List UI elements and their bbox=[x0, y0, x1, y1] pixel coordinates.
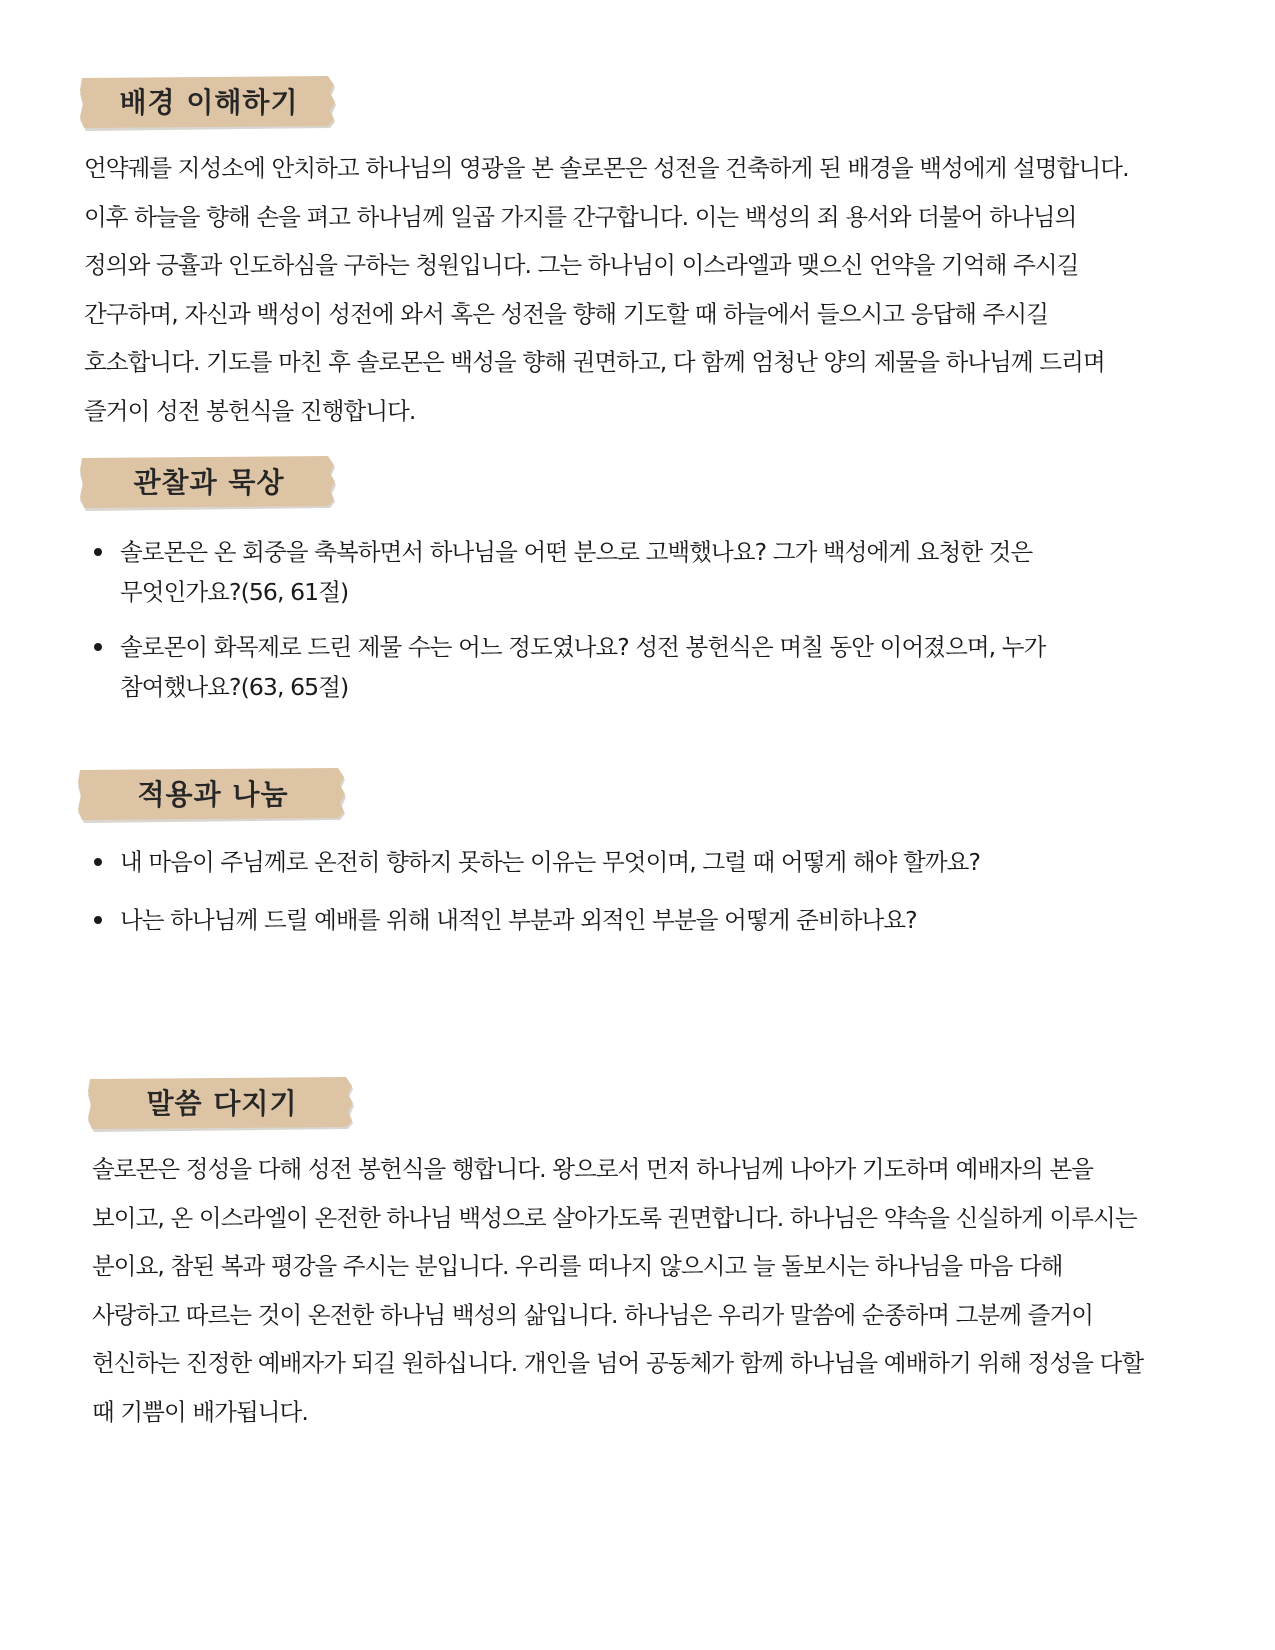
section-title: 적용과 나눔 bbox=[137, 778, 289, 811]
question-item: 솔로몬은 온 회중을 축복하면서 하나님을 어떤 분으로 고백했나요? 그가 백성에게 요청한 것은 무엇인가요?(56, 61절) bbox=[88, 532, 1148, 612]
application-question-list bbox=[88, 842, 1148, 940]
question-item: 나는 하나님께 드릴 예배를 위해 내적인 부분과 외적인 부분을 어떻게 준비하나요? bbox=[88, 900, 1148, 940]
observation-question-list bbox=[88, 532, 1148, 707]
section-header-application bbox=[78, 768, 348, 822]
question-item: 솔로몬이 화목제로 드린 제물 수는 어느 정도였나요? 성전 봉헌식은 며칠 동안 이어졌으며, 누가 참여했나요?(63, 65절) bbox=[88, 627, 1148, 707]
section-title: 말씀 다지기 bbox=[146, 1087, 298, 1120]
background-paragraph: 언약궤를 지성소에 안치하고 하나님의 영광을 본 솔로몬은 성전을 건축하게 된 배경을 백성에게 설명합니다. 이후 하늘을 향해 손을 펴고 하나님께 일곱 가지를 간구합니다. 이는 백성의 죄 용서와 더불어 하나님의 정의와 긍휼과 인도하심을 구하는 청원입니다. 그는 하나님이 이스라엘과 맺으신 언약을 기억해 주시길 간구하며, 자신과 백성이 성전에 와서 혹은 성전을 향해 기도할 때 하늘에서 들으시고 응답해 주시길 호소합니다. 기도를 마친 후 솔로몬은 백성을 향해 권면하고, 다 함께 엄청난 양의 제물을 하나님께 드리며 즐거이 성전 봉헌식을 진행합니다. bbox=[84, 154, 1129, 425]
section-title: 관찰과 묵상 bbox=[133, 466, 285, 499]
resolution-paragraph: 솔로몬은 정성을 다해 성전 봉헌식을 행합니다. 왕으로서 먼저 하나님께 나아가 기도하며 예배자의 본을 보이고, 온 이스라엘이 온전한 하나님 백성으로 살아가도록 권면합니다. 하나님은 약속을 신실하게 이루시는 분이요, 참된 복과 평강을 주시는 분입니다. 우리를 떠나지 않으시고 늘 돌보시는 하나님을 마음 다해 사랑하고 따르는 것이 온전한 하나님 백성의 삶입니다. 하나님은 우리가 말씀에 순종하며 그분께 즐거이 헌신하는 진정한 예배자가 되길 원하십니다. 개인을 넘어 공동체가 함께 하나님을 예배하기 위해 정성을 다할 때 기쁨이 배가됩니다. bbox=[92, 1155, 1144, 1426]
question-item: 내 마음이 주님께로 온전히 향하지 못하는 이유는 무엇이며, 그럴 때 어떻게 해야 할까요? bbox=[88, 842, 1148, 882]
section-title: 배경 이해하기 bbox=[119, 86, 299, 119]
section-header-background bbox=[80, 76, 338, 130]
section-header-resolution bbox=[88, 1077, 356, 1131]
section-header-observation bbox=[80, 456, 338, 510]
